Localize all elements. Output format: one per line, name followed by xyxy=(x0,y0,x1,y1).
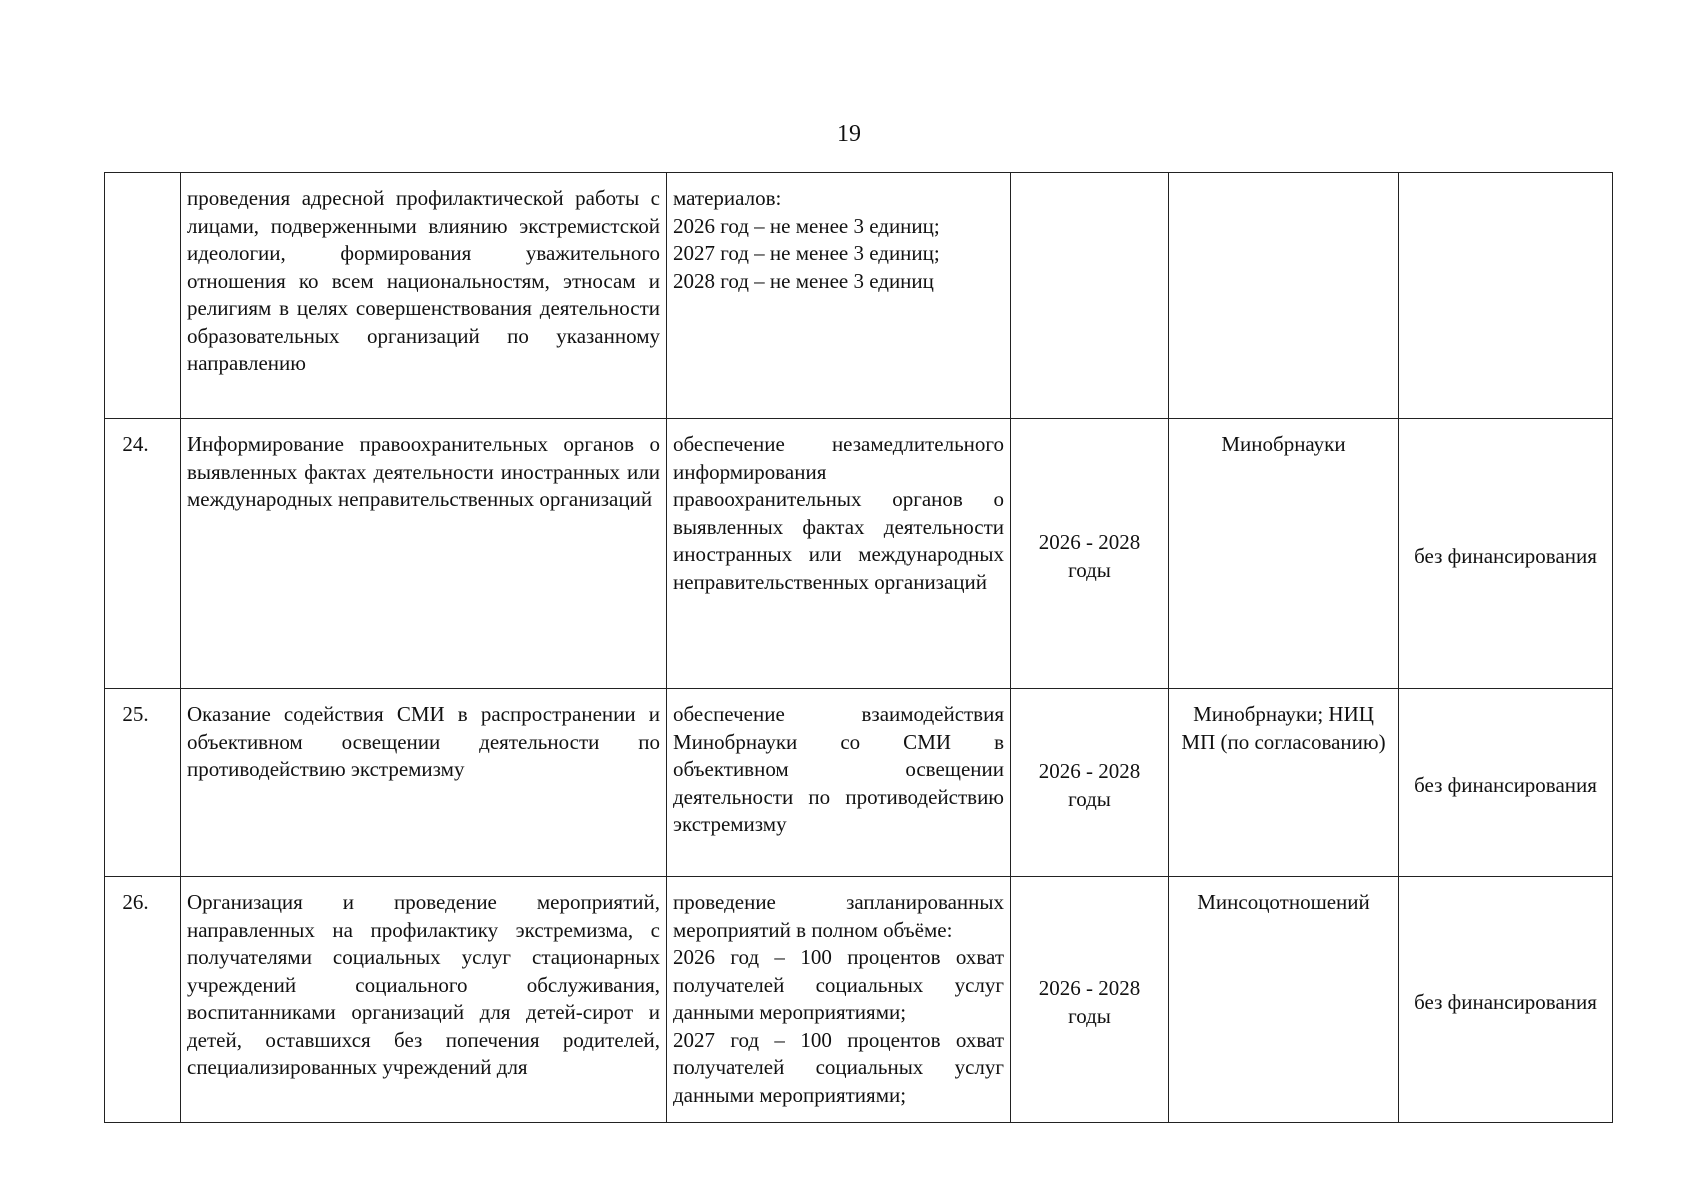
event-text: Информирование правоохранительных органов о выявленных фактах деятельности иностранных или международных неправительственных организаций xyxy=(181,419,667,689)
row-number: 25. xyxy=(105,689,181,877)
funding-text: без финансирования xyxy=(1399,689,1613,877)
funding-text: без финансирования xyxy=(1399,419,1613,689)
executor-text: Минобрнауки xyxy=(1169,419,1399,689)
funding-text: без финансирования xyxy=(1399,877,1613,1123)
table-row xyxy=(105,419,1613,689)
period-text: 2026 - 2028 годы xyxy=(1011,689,1169,877)
result-line: материалов: xyxy=(673,186,782,210)
row-number: 24. xyxy=(105,419,181,689)
result-line: 2026 год – 100 процентов охват получателей социальных услуг данными мероприятиями; xyxy=(673,945,1004,1024)
event-text: Оказание содействия СМИ в распространении и объективном освещении деятельности по противодействию экстремизму xyxy=(181,689,667,877)
result-text: обеспечение незамедлительного информирования правоохранительных органов о выявленных фактах деятельности иностранных или международных неправительственных организаций xyxy=(667,419,1011,689)
period-text xyxy=(1011,173,1169,419)
event-text: Организация и проведение мероприятий, направленных на профилактику экстремизма, с получателями социальных услуг стационарных учреждений социального обслуживания, воспитанниками организаций для детей-сирот и детей, оставшихся без попечения родителей, специализированных учреждений для xyxy=(181,877,667,1123)
period-text: 2026 - 2028 годы xyxy=(1011,419,1169,689)
executor-text xyxy=(1169,173,1399,419)
event-text: проведения адресной профилактической работы с лицами, подверженными влиянию экстремистской идеологии, формирования уважительного отношения ко всем национальностям, этносам и религиям в целях совершенствования деятельности образовательных организаций по указанному направлению xyxy=(181,173,667,419)
period-text: 2026 - 2028 годы xyxy=(1011,877,1169,1123)
page-number: 19 xyxy=(837,121,861,147)
result-line: 2028 год – не менее 3 единиц xyxy=(673,268,934,293)
table-row xyxy=(105,689,1613,877)
funding-text xyxy=(1399,173,1613,419)
row-number xyxy=(105,173,181,419)
executor-text: Минобрнауки; НИЦ МП (по согласованию) xyxy=(1169,689,1399,877)
table-row xyxy=(105,877,1613,1123)
result-line: 2026 год – не менее 3 единиц; xyxy=(673,213,940,238)
result-text xyxy=(667,173,1011,419)
executor-text: Минсоцотношений xyxy=(1169,877,1399,1123)
result-line: 2027 год – не менее 3 единиц; xyxy=(673,241,940,265)
result-line: проведение запланированных мероприятий в полном объёме: xyxy=(673,890,1004,942)
row-number: 26. xyxy=(105,877,181,1123)
table-row xyxy=(105,173,1613,419)
measures-table xyxy=(104,172,1613,1123)
result-text xyxy=(667,877,1011,1123)
result-line: 2027 год – 100 процентов охват получателей социальных услуг данными мероприятиями; xyxy=(673,1027,1004,1107)
result-text: обеспечение взаимодействия Минобрнауки со СМИ в объективном освещении деятельности по противодействию экстремизму xyxy=(667,689,1011,877)
